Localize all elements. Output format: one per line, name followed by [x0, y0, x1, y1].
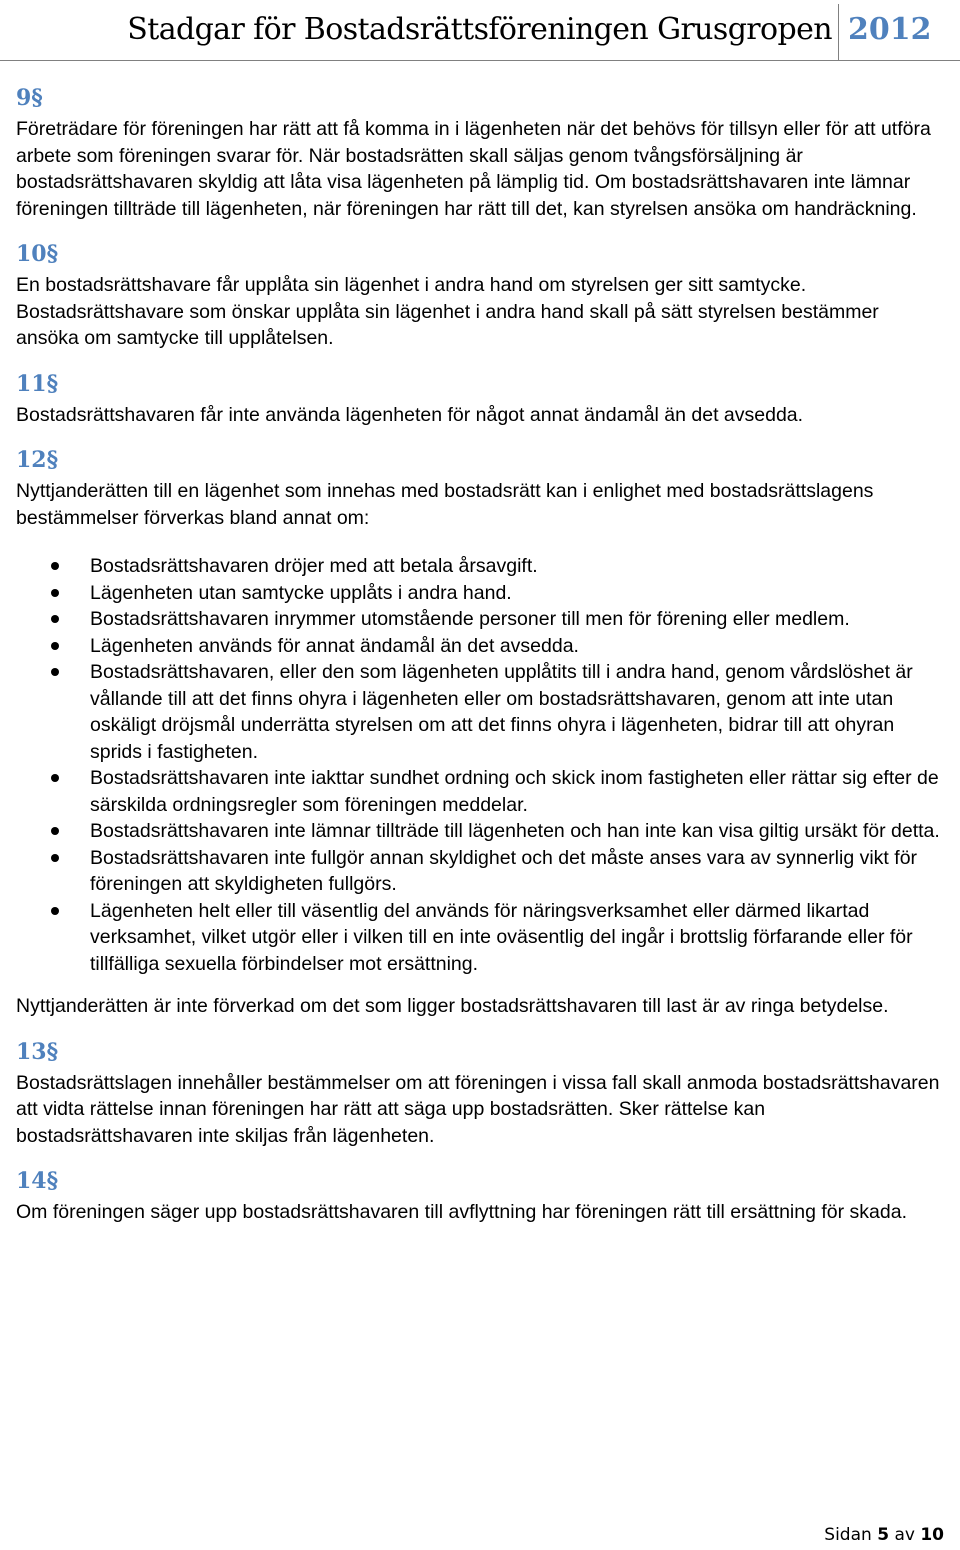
section-14: [16, 1167, 946, 1226]
list-item: [16, 845, 946, 898]
page-header: [0, 0, 960, 62]
list-item-text: Bostadsrättshavaren inte iakttar sundhet ordning och skick inom fastigheten eller rättar sig efter de särskilda ordningsregler som föreningen meddelar.: [90, 767, 939, 816]
list-item: [16, 633, 946, 660]
list-item-text: Bostadsrättshavaren inte fullgör annan skyldighet och det måste anses vara av synnerlig vikt för föreningen att skyldigheten fullgörs.: [90, 846, 918, 895]
bullet-icon: [51, 615, 59, 623]
section-11: [16, 370, 946, 429]
bullet-icon: [51, 668, 59, 676]
list-item: [16, 606, 946, 633]
bullet-icon: [51, 854, 59, 862]
bullet-icon: [51, 589, 59, 597]
section-heading: 10§: [16, 241, 59, 267]
list-item-text: Lägenheten utan samtycke upplåts i andra hand.: [90, 581, 512, 604]
forfeiture-list: [16, 553, 946, 977]
list-item: [16, 580, 946, 607]
section-heading: 11§: [16, 370, 59, 397]
list-item-text: Bostadsrättshavaren, eller den som lägenheten upplåtits till i andra hand, genom vårdslöshet är vållande till att det finns ohyra i lägenheten eller om bostadsrättshavaren, genom att inte utan oskäligt dröjsmål underrätta styrelsen om att det finns ohyra i lägenheten, bidrar till att ohyran sprids i fastigheten.: [90, 661, 913, 763]
section-10: [16, 240, 946, 352]
section-heading: 12§: [16, 447, 59, 473]
bullet-icon: [51, 907, 59, 915]
list-item: [16, 553, 946, 580]
bullet-icon: [51, 562, 59, 570]
list-item-text: Bostadsrättshavaren inrymmer utomstående personer till men för förening eller medlem.: [90, 608, 850, 630]
header-rule: [0, 60, 960, 61]
section-paragraph: Om föreningen säger upp bostadsrättshavaren till avflyttning har föreningen rätt till ersättning för skada.: [16, 1201, 907, 1223]
list-item-text: Lägenheten helt eller till väsentlig del används för näringsverksamhet eller därmed likartad verksamhet, vilket utgör eller i vilken till en inte oväsentlig del ingår i brottslig förfarande eller för tillfälliga sexuella förbindelser mot ersättning.: [90, 899, 913, 975]
page-total: 10: [920, 1525, 944, 1545]
section-heading: 9§: [16, 85, 43, 111]
list-item: [16, 898, 946, 978]
section-intro: Nyttjanderätten till en lägenhet som innehas med bostadsrätt kan i enlighet med bostadsrättslagens bestämmelser förverkas bland annat om:: [16, 480, 874, 529]
section-paragraph: Bostadsrättshavaren får inte använda lägenheten för något annat ändamål än det avsedda.: [16, 403, 804, 426]
bullet-icon: [51, 827, 59, 835]
section-12: [16, 446, 946, 1020]
document-body: [16, 84, 946, 1244]
bullet-icon: [51, 642, 59, 650]
section-outro: Nyttjanderätten är inte förverkad om det som ligger bostadsrättshavaren till last är av ringa betydelse.: [16, 995, 889, 1017]
page-number: 5: [877, 1525, 890, 1545]
section-paragraph: Bostadsrättslagen innehåller bestämmelser om att föreningen i vissa fall skall anmoda bostadsrättshavaren att vidta rättelse innan föreningen har rätt att säga upp bostadsrätten. Sker rättelse kan bostadsrättshavaren inte skiljas från lägenheten.: [16, 1071, 940, 1147]
list-item: [16, 818, 946, 845]
list-item-text: Lägenheten används för annat ändamål än det avsedda.: [90, 634, 579, 657]
section-13: [16, 1038, 946, 1150]
section-9: [16, 84, 946, 222]
section-paragraph: En bostadsrättshavare får upplåta sin lägenhet i andra hand om styrelsen ger sitt samtycke. Bostadsrättshavare som önskar upplåta sin lägenhet i andra hand skall på sätt styrelsen bestämmer ansöka om samtycke till upplåtelsen.: [16, 274, 879, 349]
list-item: [16, 659, 946, 765]
list-item-text: Bostadsrättshavaren inte lämnar tillträde till lägenheten och han inte kan visa giltig ursäkt för detta.: [90, 820, 940, 842]
bullet-icon: [51, 774, 59, 782]
section-heading: 13§: [16, 1038, 59, 1065]
page-of-label: av: [894, 1525, 915, 1545]
section-paragraph: Företrädare för föreningen har rätt att få komma in i lägenheten när det behövs för tillsyn eller för att utföra arbete som föreningen svarar för. När bostadsrätten skall säljas genom tvångsförsäljning är bostadsrättshavaren skyldig att låta visa lägenheten på lämplig tid. Om bostadsrättshavaren inte lämnar föreningen tillträde till lägenheten, när föreningen har rätt till det, kan styrelsen ansöka om handräckning.: [16, 118, 931, 220]
page-footer: [824, 1525, 944, 1545]
section-heading: 14§: [16, 1168, 59, 1194]
document-title: Stadgar för Bostadsrättsföreningen Grusgropen: [127, 12, 832, 47]
list-item-text: Bostadsrättshavaren dröjer med att betala årsavgift.: [90, 555, 538, 577]
list-item: [16, 765, 946, 818]
document-year: 2012: [848, 12, 932, 47]
page-label: Sidan: [824, 1525, 872, 1545]
header-separator: [838, 4, 839, 60]
